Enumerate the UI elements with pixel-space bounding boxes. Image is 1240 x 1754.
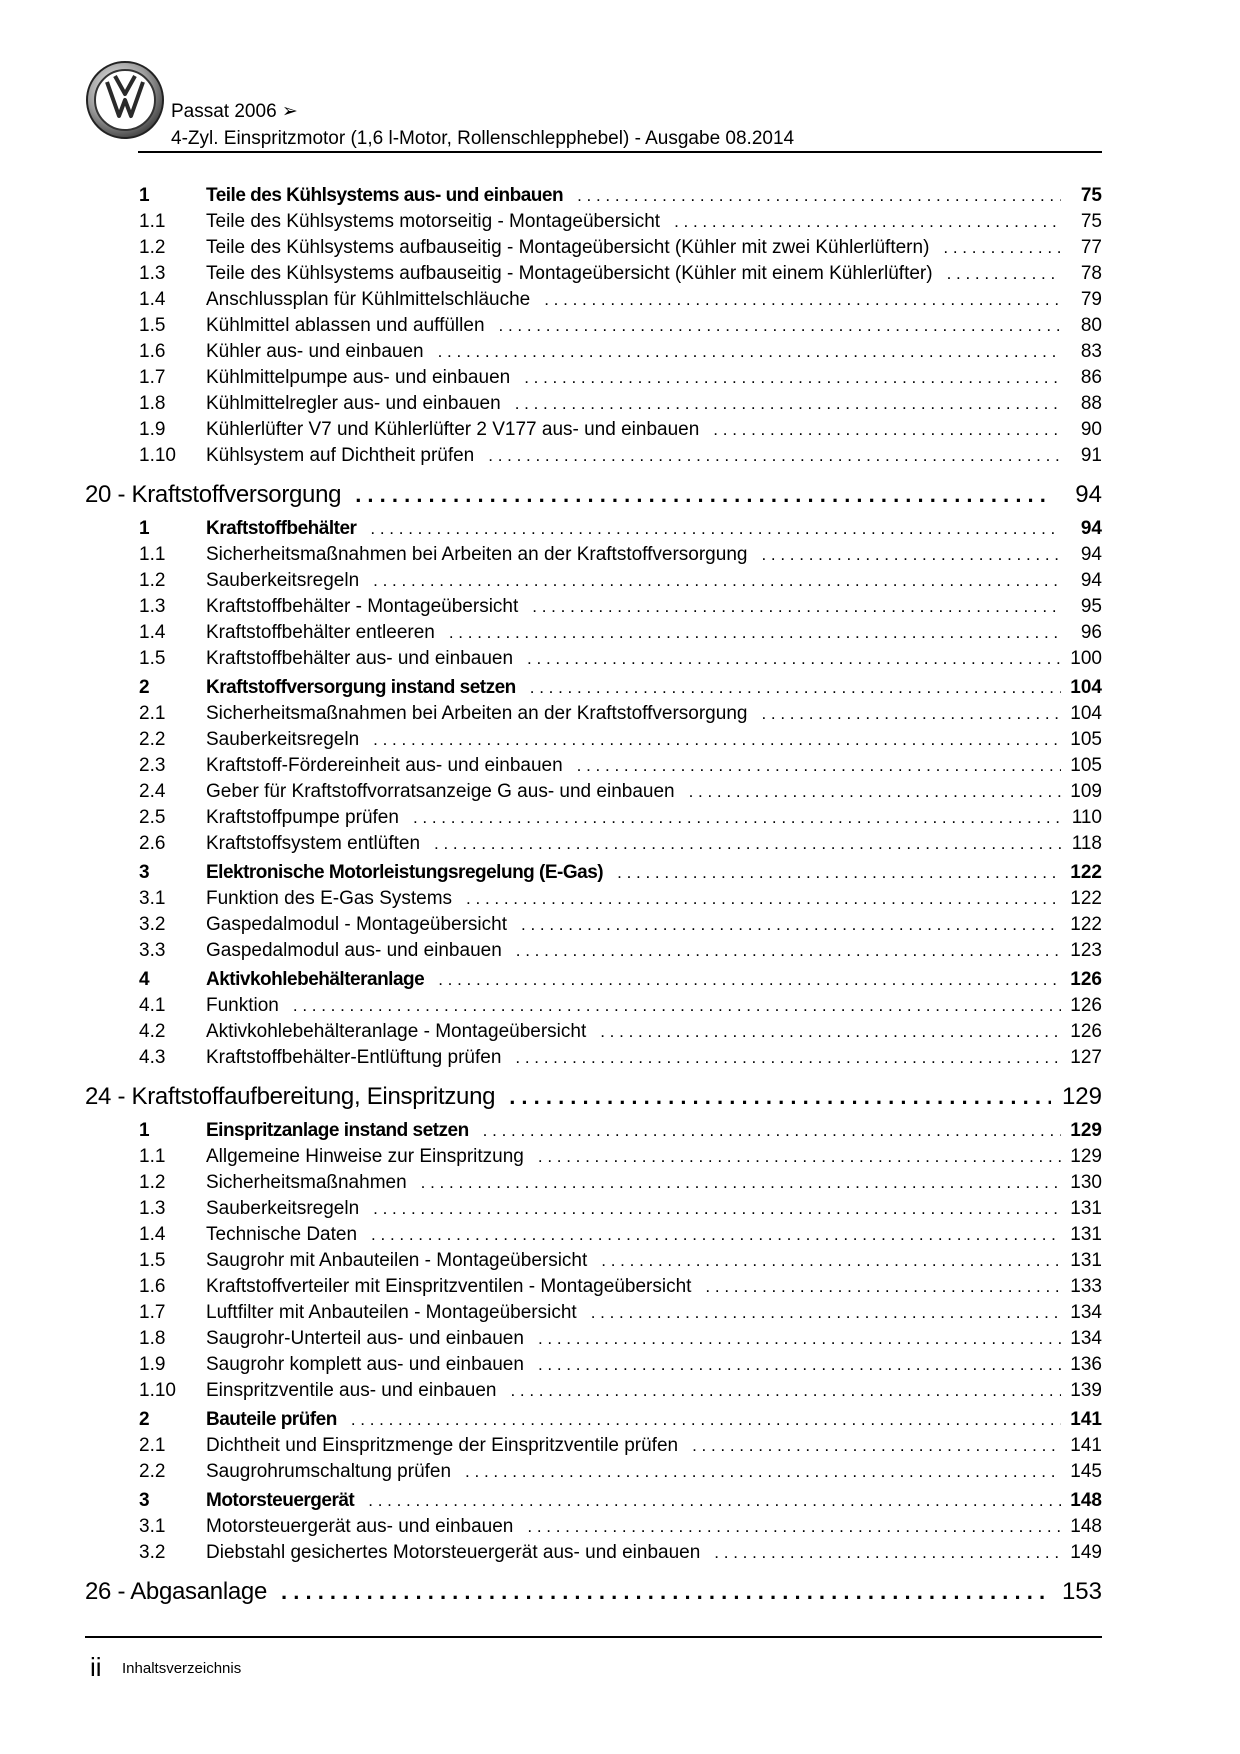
toc-page-number: 136	[1070, 1354, 1102, 1375]
toc-entry-number: 1.4	[139, 622, 166, 643]
dot-leader	[617, 860, 1061, 886]
toc-entry-title: Kraftstoffbehälter	[206, 518, 357, 539]
toc-entry-title: Saugrohr-Unterteil aus- und einbauen	[206, 1328, 524, 1349]
dot-leader	[527, 646, 1061, 672]
toc-sub-row[interactable]	[85, 339, 1102, 365]
table-of-contents	[85, 180, 1102, 1610]
toc-section-row[interactable]	[85, 1488, 1102, 1514]
toc-sub-row[interactable]	[85, 1433, 1102, 1459]
toc-sub-row[interactable]	[85, 1326, 1102, 1352]
dot-leader	[538, 1326, 1061, 1352]
toc-page-number: 148	[1070, 1516, 1102, 1537]
toc-entry-number: 4.2	[139, 1021, 166, 1042]
dot-leader	[947, 261, 1061, 287]
toc-page-number: 145	[1070, 1461, 1102, 1482]
dot-leader	[438, 339, 1061, 365]
toc-page-number: 122	[1070, 888, 1102, 909]
toc-sub-row[interactable]	[85, 912, 1102, 938]
dot-leader	[577, 183, 1061, 209]
dot-leader	[465, 1459, 1061, 1485]
toc-entry-title: Elektronische Motorleistungsregelung (E-Gas)	[206, 862, 604, 883]
toc-entry-title: Kühler aus- und einbauen	[206, 341, 424, 362]
toc-entry-number: 2.2	[139, 729, 166, 750]
toc-page-number: 148	[1070, 1490, 1102, 1511]
toc-entry-title: 20 - Kraftstoffversorgung	[85, 481, 342, 508]
toc-entry-title: Teile des Kühlsystems motorseitig - Montageübersicht	[206, 211, 661, 232]
toc-page-number: 96	[1080, 622, 1102, 643]
toc-page-number: 94	[1080, 570, 1102, 591]
toc-entry-title: Sauberkeitsregeln	[206, 570, 360, 591]
dot-leader	[515, 391, 1061, 417]
dot-leader	[370, 516, 1061, 542]
toc-page-number: 127	[1070, 1047, 1102, 1068]
toc-page-number: 118	[1071, 833, 1102, 854]
toc-page-number: 104	[1070, 703, 1102, 724]
dot-leader	[713, 417, 1061, 443]
toc-page-number: 80	[1080, 315, 1102, 336]
dot-leader	[530, 675, 1061, 701]
toc-entry-title: Geber für Kraftstoffvorratsanzeige G aus- und einbauen	[206, 781, 675, 802]
toc-sub-row[interactable]	[85, 831, 1102, 857]
toc-entry-title: Diebstahl gesichertes Motorsteuergerät aus- und einbauen	[206, 1542, 701, 1563]
toc-entry-number: 1.3	[139, 263, 166, 284]
toc-entry-number: 3	[139, 1490, 150, 1511]
dot-leader	[674, 209, 1061, 235]
toc-sub-row[interactable]	[85, 727, 1102, 753]
toc-entry-title: Sicherheitsmaßnahmen bei Arbeiten an der Kraftstoffversorgung	[206, 703, 748, 724]
toc-section-row[interactable]	[85, 967, 1102, 993]
toc-sub-row[interactable]	[85, 1274, 1102, 1300]
toc-page-number: 126	[1070, 995, 1102, 1016]
toc-entry-number: 2.2	[139, 1461, 166, 1482]
toc-entry-title: Kühlsystem auf Dichtheit prüfen	[206, 445, 475, 466]
toc-entry-title: Kraftstoffversorgung instand setzen	[206, 677, 516, 698]
toc-page-number: 95	[1080, 596, 1102, 617]
toc-sub-row[interactable]	[85, 701, 1102, 727]
toc-section-row[interactable]	[85, 860, 1102, 886]
toc-entry-title: Sauberkeitsregeln	[206, 1198, 360, 1219]
toc-sub-row[interactable]	[85, 1170, 1102, 1196]
toc-page-number: 129	[1070, 1120, 1102, 1141]
toc-entry-number: 1	[139, 518, 150, 539]
dot-leader	[434, 831, 1061, 857]
toc-page-number: 134	[1070, 1302, 1102, 1323]
toc-entry-title: Einspritzventile aus- und einbauen	[206, 1380, 497, 1401]
dot-leader	[449, 620, 1061, 646]
toc-entry-title: Kraftstoffbehälter aus- und einbauen	[206, 648, 514, 669]
toc-entry-title: Funktion des E-Gas Systems	[206, 888, 453, 909]
dot-leader	[499, 313, 1061, 339]
dot-leader	[538, 1144, 1061, 1170]
dot-leader	[368, 1488, 1061, 1514]
toc-entry-title: Kraftstoffsystem entlüften	[206, 833, 421, 854]
toc-sub-row[interactable]	[85, 568, 1102, 594]
toc-entry-number: 1.9	[139, 419, 166, 440]
toc-sub-row[interactable]	[85, 1196, 1102, 1222]
toc-sub-row[interactable]	[85, 938, 1102, 964]
toc-sub-row[interactable]	[85, 1459, 1102, 1485]
toc-entry-number: 2.3	[139, 755, 166, 776]
toc-page-number: 94	[1075, 481, 1102, 508]
dot-leader	[714, 1540, 1061, 1566]
toc-section-row[interactable]	[85, 675, 1102, 701]
header-model: Passat 2006 ➢	[171, 101, 298, 122]
toc-entry-number: 4.3	[139, 1047, 166, 1068]
toc-sub-row[interactable]	[85, 542, 1102, 568]
toc-entry-title: Bauteile prüfen	[206, 1409, 337, 1430]
toc-entry-number: 2.1	[139, 1435, 166, 1456]
dot-leader	[515, 1045, 1061, 1071]
dot-leader	[351, 1407, 1061, 1433]
toc-page-number: 75	[1080, 185, 1102, 206]
toc-chapter-row[interactable]	[85, 477, 1102, 513]
toc-entry-title: Teile des Kühlsystems aufbauseitig - Montageübersicht (Kühler mit zwei Kühlerlüftern)	[206, 237, 930, 258]
toc-entry-title: 24 - Kraftstoffaufbereitung, Einspritzung	[85, 1083, 496, 1110]
toc-entry-number: 2.6	[139, 833, 166, 854]
toc-page-number: 131	[1070, 1224, 1102, 1245]
toc-sub-row[interactable]	[85, 209, 1102, 235]
dot-leader	[373, 568, 1061, 594]
toc-entry-title: Kühlmittelregler aus- und einbauen	[206, 393, 501, 414]
toc-page-number: 153	[1061, 1578, 1102, 1605]
toc-sub-row[interactable]	[85, 1540, 1102, 1566]
toc-entry-title: Kraftstoffbehälter entleeren	[206, 622, 435, 643]
toc-sub-row[interactable]	[85, 779, 1102, 805]
toc-entry-number: 1	[139, 185, 150, 206]
toc-sub-row[interactable]	[85, 646, 1102, 672]
dot-leader	[761, 701, 1061, 727]
toc-sub-row[interactable]	[85, 1222, 1102, 1248]
toc-entry-title: Saugrohr komplett aus- und einbauen	[206, 1354, 524, 1375]
toc-page-number: 90	[1080, 419, 1102, 440]
toc-sub-row[interactable]	[85, 287, 1102, 313]
toc-entry-title: Luftfilter mit Anbauteilen - Montageübersicht	[206, 1302, 577, 1323]
toc-entry-title: Allgemeine Hinweise zur Einspritzung	[206, 1146, 524, 1167]
toc-entry-number: 2	[139, 677, 150, 698]
toc-entry-title: Sicherheitsmaßnahmen	[206, 1172, 407, 1193]
toc-sub-row[interactable]	[85, 1514, 1102, 1540]
dot-leader	[524, 365, 1061, 391]
footer-page-number: ii	[90, 1652, 102, 1682]
toc-sub-row[interactable]	[85, 365, 1102, 391]
toc-page-number: 109	[1070, 781, 1102, 802]
toc-entry-title: Motorsteuergerät	[206, 1490, 355, 1511]
toc-entry-number: 1.1	[139, 1146, 166, 1167]
toc-entry-title: Saugrohr mit Anbauteilen - Montageübersicht	[206, 1250, 588, 1271]
toc-entry-title: Kühlmittel ablassen und auffüllen	[206, 315, 485, 336]
toc-entry-number: 1.10	[139, 445, 176, 466]
toc-entry-number: 1.3	[139, 1198, 166, 1219]
toc-page-number: 131	[1070, 1198, 1102, 1219]
toc-entry-number: 3	[139, 862, 150, 883]
toc-sub-row[interactable]	[85, 1352, 1102, 1378]
dot-leader	[532, 594, 1061, 620]
dot-leader	[692, 1433, 1061, 1459]
toc-sub-row[interactable]	[85, 313, 1102, 339]
toc-entry-number: 3.1	[139, 1516, 166, 1537]
toc-page-number: 126	[1070, 1021, 1102, 1042]
dot-leader	[538, 1352, 1061, 1378]
toc-entry-number: 3.2	[139, 914, 166, 935]
toc-entry-number: 2	[139, 1409, 150, 1430]
dot-leader	[509, 1079, 1051, 1115]
toc-sub-row[interactable]	[85, 1045, 1102, 1071]
toc-page-number: 86	[1080, 367, 1102, 388]
toc-entry-number: 1.5	[139, 315, 166, 336]
footer-label: Inhaltsverzeichnis	[122, 1660, 242, 1677]
dot-leader	[466, 886, 1061, 912]
toc-entry-number: 3.1	[139, 888, 166, 909]
toc-entry-number: 1.4	[139, 1224, 166, 1245]
toc-page-number: 134	[1070, 1328, 1102, 1349]
toc-sub-row[interactable]	[85, 1378, 1102, 1404]
dot-leader	[577, 753, 1061, 779]
toc-chapter-row[interactable]	[85, 1574, 1102, 1610]
toc-page-number: 100	[1070, 648, 1102, 669]
toc-entry-title: Motorsteuergerät aus- und einbauen	[206, 1516, 514, 1537]
toc-entry-title: Aktivkohlebehälteranlage - Montageübersicht	[206, 1021, 587, 1042]
toc-page-number: 105	[1070, 755, 1102, 776]
toc-entry-title: Kühlmittelpumpe aus- und einbauen	[206, 367, 511, 388]
toc-entry-number: 1.5	[139, 1250, 166, 1271]
dot-leader	[591, 1300, 1061, 1326]
toc-entry-number: 1.2	[139, 570, 166, 591]
toc-page-number: 78	[1080, 263, 1102, 284]
toc-entry-number: 1	[139, 1120, 150, 1141]
toc-page-number: 139	[1070, 1380, 1102, 1401]
volkswagen-logo	[85, 60, 165, 140]
toc-page-number: 105	[1070, 729, 1102, 750]
toc-entry-title: Kraftstoff-Fördereinheit aus- und einbauen	[206, 755, 563, 776]
toc-entry-number: 1.4	[139, 289, 166, 310]
toc-entry-title: Saugrohrumschaltung prüfen	[206, 1461, 452, 1482]
toc-entry-number: 1.8	[139, 1328, 166, 1349]
toc-entry-title: Kraftstoffverteiler mit Einspritzventilen - Montageübersicht	[206, 1276, 692, 1297]
toc-entry-number: 2.5	[139, 807, 166, 828]
dot-leader	[527, 1514, 1061, 1540]
dot-leader	[943, 235, 1061, 261]
toc-page-number: 94	[1080, 544, 1102, 565]
toc-entry-title: Kraftstoffpumpe prüfen	[206, 807, 399, 828]
toc-page-number: 141	[1070, 1435, 1102, 1456]
header-subtitle: 4-Zyl. Einspritzmotor (1,6 l-Motor, Rollenschlepphebel) - Ausgabe 08.2014	[171, 128, 795, 149]
toc-sub-row[interactable]	[85, 1144, 1102, 1170]
toc-entry-number: 3.3	[139, 940, 166, 961]
toc-entry-title: Funktion	[206, 995, 279, 1016]
toc-entry-title: Anschlussplan für Kühlmittelschläuche	[206, 289, 531, 310]
toc-entry-number: 1.6	[139, 1276, 166, 1297]
toc-sub-row[interactable]	[85, 594, 1102, 620]
toc-page-number: 129	[1070, 1146, 1102, 1167]
toc-page-number: 75	[1080, 211, 1102, 232]
dot-leader	[281, 1574, 1051, 1610]
toc-entry-number: 1.10	[139, 1380, 176, 1401]
dot-leader	[705, 1274, 1061, 1300]
dot-leader	[600, 1019, 1061, 1045]
toc-entry-number: 1.2	[139, 237, 166, 258]
toc-entry-title: Gaspedalmodul - Montageübersicht	[206, 914, 508, 935]
dot-leader	[544, 287, 1061, 313]
toc-entry-title: Teile des Kühlsystems aus- und einbauen	[206, 185, 564, 206]
footer-divider	[85, 1636, 1102, 1638]
toc-entry-title: Kraftstoffbehälter - Montageübersicht	[206, 596, 519, 617]
toc-page-number: 77	[1080, 237, 1102, 258]
toc-entry-number: 1.8	[139, 393, 166, 414]
toc-page-number: 110	[1071, 807, 1102, 828]
dot-leader	[510, 1378, 1061, 1404]
dot-leader	[483, 1118, 1061, 1144]
toc-entry-title: 26 - Abgasanlage	[85, 1578, 268, 1605]
toc-sub-row[interactable]	[85, 1019, 1102, 1045]
toc-entry-title: Einspritzanlage instand setzen	[206, 1120, 469, 1141]
toc-entry-number: 1.6	[139, 341, 166, 362]
toc-page-number: 131	[1070, 1250, 1102, 1271]
toc-entry-number: 1.7	[139, 367, 166, 388]
dot-leader	[521, 912, 1061, 938]
toc-entry-number: 4.1	[139, 995, 166, 1016]
toc-page-number: 126	[1070, 969, 1102, 990]
dot-leader	[355, 477, 1051, 513]
toc-sub-row[interactable]	[85, 261, 1102, 287]
page-header	[85, 60, 1102, 152]
toc-section-row[interactable]	[85, 1118, 1102, 1144]
toc-entry-title: Dichtheit und Einspritzmenge der Einspritzventile prüfen	[206, 1435, 679, 1456]
toc-entry-number: 3.2	[139, 1542, 166, 1563]
dot-leader	[761, 542, 1061, 568]
toc-sub-row[interactable]	[85, 1300, 1102, 1326]
toc-entry-title: Sauberkeitsregeln	[206, 729, 360, 750]
toc-sub-row[interactable]	[85, 993, 1102, 1019]
toc-entry-title: Kühlerlüfter V7 und Kühlerlüfter 2 V177 aus- und einbauen	[206, 419, 700, 440]
toc-entry-title: Kraftstoffbehälter-Entlüftung prüfen	[206, 1047, 502, 1068]
toc-entry-number: 1.1	[139, 544, 166, 565]
dot-leader	[601, 1248, 1061, 1274]
dot-leader	[689, 779, 1061, 805]
toc-page-number: 141	[1070, 1409, 1102, 1430]
toc-sub-row[interactable]	[85, 417, 1102, 443]
toc-sub-row[interactable]	[85, 620, 1102, 646]
toc-section-row[interactable]	[85, 516, 1102, 542]
toc-sub-row[interactable]	[85, 391, 1102, 417]
toc-section-row[interactable]	[85, 1407, 1102, 1433]
dot-leader	[371, 1222, 1061, 1248]
toc-entry-number: 1.3	[139, 596, 166, 617]
toc-entry-number: 2.4	[139, 781, 166, 802]
toc-sub-row[interactable]	[85, 235, 1102, 261]
toc-entry-number: 1.2	[139, 1172, 166, 1193]
toc-entry-number: 1.1	[139, 211, 166, 232]
toc-page-number: 88	[1080, 393, 1102, 414]
toc-entry-title: Technische Daten	[206, 1224, 358, 1245]
toc-section-row[interactable]	[85, 183, 1102, 209]
toc-entry-title: Teile des Kühlsystems aufbauseitig - Montageübersicht (Kühler mit einem Kühlerlüfter)	[206, 263, 933, 284]
toc-entry-number: 4	[139, 969, 150, 990]
toc-entry-title: Gaspedalmodul aus- und einbauen	[206, 940, 502, 961]
dot-leader	[413, 805, 1061, 831]
toc-page-number: 129	[1061, 1083, 1102, 1110]
dot-leader	[373, 727, 1061, 753]
toc-page-number: 123	[1070, 940, 1102, 961]
toc-entry-number: 1.5	[139, 648, 166, 669]
header-divider	[138, 151, 1102, 153]
dot-leader	[373, 1196, 1061, 1222]
toc-page-number: 94	[1080, 518, 1102, 539]
toc-page-number: 130	[1070, 1172, 1102, 1193]
toc-page-number: 149	[1070, 1542, 1102, 1563]
toc-page-number: 91	[1080, 445, 1102, 466]
toc-entry-title: Sicherheitsmaßnahmen bei Arbeiten an der Kraftstoffversorgung	[206, 544, 748, 565]
dot-leader	[293, 993, 1061, 1019]
toc-sub-row[interactable]	[85, 886, 1102, 912]
toc-entry-title: Aktivkohlebehälteranlage	[206, 969, 425, 990]
dot-leader	[421, 1170, 1061, 1196]
toc-sub-row[interactable]	[85, 805, 1102, 831]
dot-leader	[488, 443, 1061, 469]
toc-sub-row[interactable]	[85, 1248, 1102, 1274]
toc-page-number: 79	[1080, 289, 1102, 310]
toc-entry-number: 1.9	[139, 1354, 166, 1375]
toc-page-number: 104	[1070, 677, 1102, 698]
toc-sub-row[interactable]	[85, 443, 1102, 469]
toc-sub-row[interactable]	[85, 753, 1102, 779]
toc-page-number: 83	[1080, 341, 1102, 362]
dot-leader	[438, 967, 1061, 993]
toc-entry-number: 1.7	[139, 1302, 166, 1323]
toc-chapter-row[interactable]	[85, 1079, 1102, 1115]
toc-page-number: 122	[1070, 914, 1102, 935]
dot-leader	[516, 938, 1061, 964]
toc-page-number: 122	[1070, 862, 1102, 883]
toc-page-number: 133	[1070, 1276, 1102, 1297]
toc-entry-number: 2.1	[139, 703, 166, 724]
